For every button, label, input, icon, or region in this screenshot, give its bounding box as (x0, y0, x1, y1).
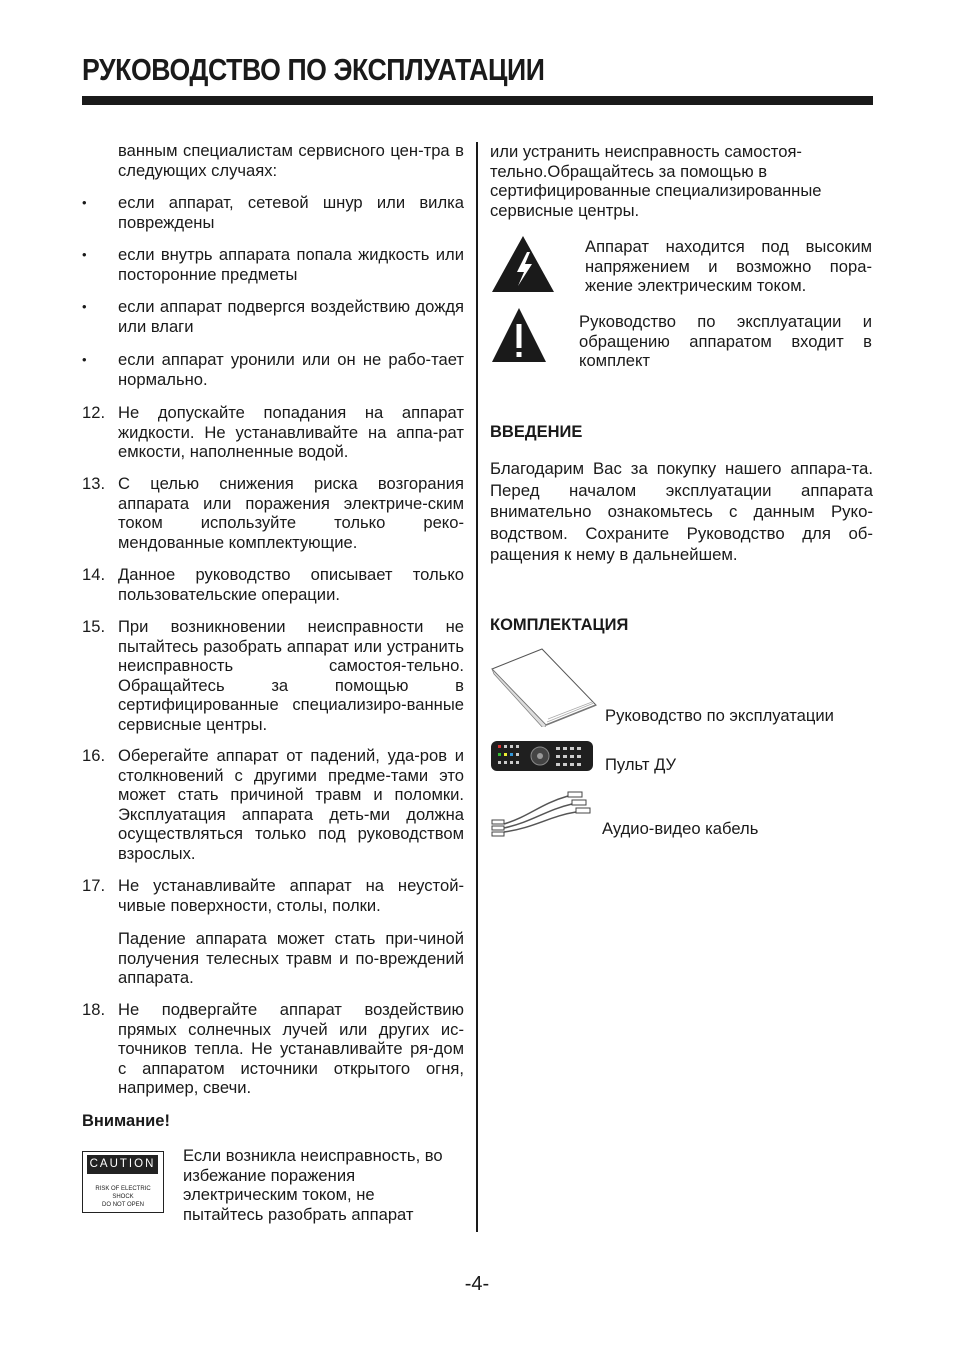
kit-item-label: Аудио-видео кабель (602, 819, 759, 838)
high-voltage-icon (490, 234, 556, 294)
kit-item-label: Пульт ДУ (605, 755, 677, 774)
item-text: Не устанавливайте аппарат на неустой-чивые поверхности, столы, полки. (118, 876, 464, 915)
page-number: -4- (464, 1273, 490, 1295)
caution-label: CAUTION (87, 1155, 158, 1174)
warning-high-voltage: Аппарат находится под высоким напряжением и возможно пора-жение электрическим током. (585, 237, 872, 296)
column-divider (476, 142, 478, 1232)
bullet-marker: • (82, 247, 87, 262)
remote-control-icon (490, 739, 594, 773)
bullet-marker: • (82, 299, 87, 314)
bullet-item: если аппарат, сетевой шнур или вилка повреждены (118, 193, 464, 232)
item-text: Не допускайте попадания на аппарат жидкости. Не устанавливайте на аппа-рат емкости, наполненные водой. (118, 403, 464, 462)
kit-item-label: Руководство по эксплуатации (605, 706, 834, 725)
exclamation-warning-icon (490, 306, 548, 364)
item-number: 16. (82, 746, 106, 765)
intro-continuation: ванным специалистам сервисного цен-тра в следующих случаях: (118, 141, 464, 180)
bullet-marker: • (82, 352, 87, 367)
av-cable-icon (490, 786, 596, 838)
item-text: При возникновении неисправности не пытайтесь разобрать аппарат или устранить неисправность самостоя-тельно. Обращайтесь за помощью в сертифицированные специализиро-ванные сервисные центры. (118, 617, 464, 734)
item-text: Не подвергайте аппарат воздействию прямых солнечных лучей или других ис-точников тепла. Не устанавливайте ря-дом с аппаратом источники открытого огня, например, свечи. (118, 1000, 464, 1098)
caution-sub (85, 1185, 161, 1209)
item-text: Падение аппарата может стать при-чиной получения телесных травм и по-вреждений аппарата. (118, 929, 464, 988)
caution-text: Если возникла неисправность, во избежание поражения электрическим током, не пытайтесь разобрать аппарат (183, 1146, 443, 1224)
item-number: 14. (82, 565, 106, 584)
warning-heading: Внимание! (82, 1112, 170, 1130)
item-number: 12. (82, 403, 106, 422)
item-number: 18. (82, 1000, 106, 1019)
bullet-marker: • (82, 195, 87, 210)
kit-heading: КОМПЛЕКТАЦИЯ (490, 616, 629, 634)
intro-heading: ВВЕДЕНИЕ (490, 423, 583, 441)
item-text: Данное руководство описывает только пользовательские операции. (118, 565, 464, 604)
bullet-item: если аппарат уронили или он не рабо-тает нормально. (118, 350, 464, 389)
item-number: 13. (82, 474, 106, 493)
manual-booklet-icon (490, 647, 600, 727)
caution-sub-line1: RISK OF ELECTRIC SHOCK (95, 1186, 151, 1200)
header-rule (82, 96, 873, 105)
right-continuation: или устранить неисправность самостоя-тельно.Обращайтесь за помощью в сертифицированные специализированные сервисные центры. (490, 142, 822, 220)
caution-label-icon (82, 1151, 164, 1213)
item-number: 15. (82, 617, 106, 636)
bullet-item: если внутрь аппарата попала жидкость или посторонние предметы (118, 245, 464, 284)
bullet-item: если аппарат подвергся воздействию дождя или влаги (118, 297, 464, 336)
intro-text: Благодарим Вас за покупку нашего аппара-та. Перед началом эксплуатации аппарата внимательно ознакомьтесь с данным Руко-водством. Сохраните Руководство для об-ращения к нему в дальнейшем. (490, 459, 873, 564)
warning-manual: Руководство по эксплуатации и обращению аппаратом входит в комплект (579, 312, 872, 371)
page-title: РУКОВОДСТВО ПО ЭКСПЛУАТАЦИИ (82, 52, 545, 87)
item-text: Оберегайте аппарат от падений, уда-ров и столкновений с другими предме-тами это может стать причиной травм и поломки. Эксплуатация аппарата деть-ми должна осуществляться только под руководством взрослых. (118, 746, 464, 863)
caution-sub-line2: DO NOT OPEN (102, 1202, 144, 1208)
item-number: 17. (82, 876, 106, 895)
item-text: С целью снижения риска возгорания аппарата или поражения электриче-ским током используйте только реко-мендованные комплектующие. (118, 474, 464, 552)
